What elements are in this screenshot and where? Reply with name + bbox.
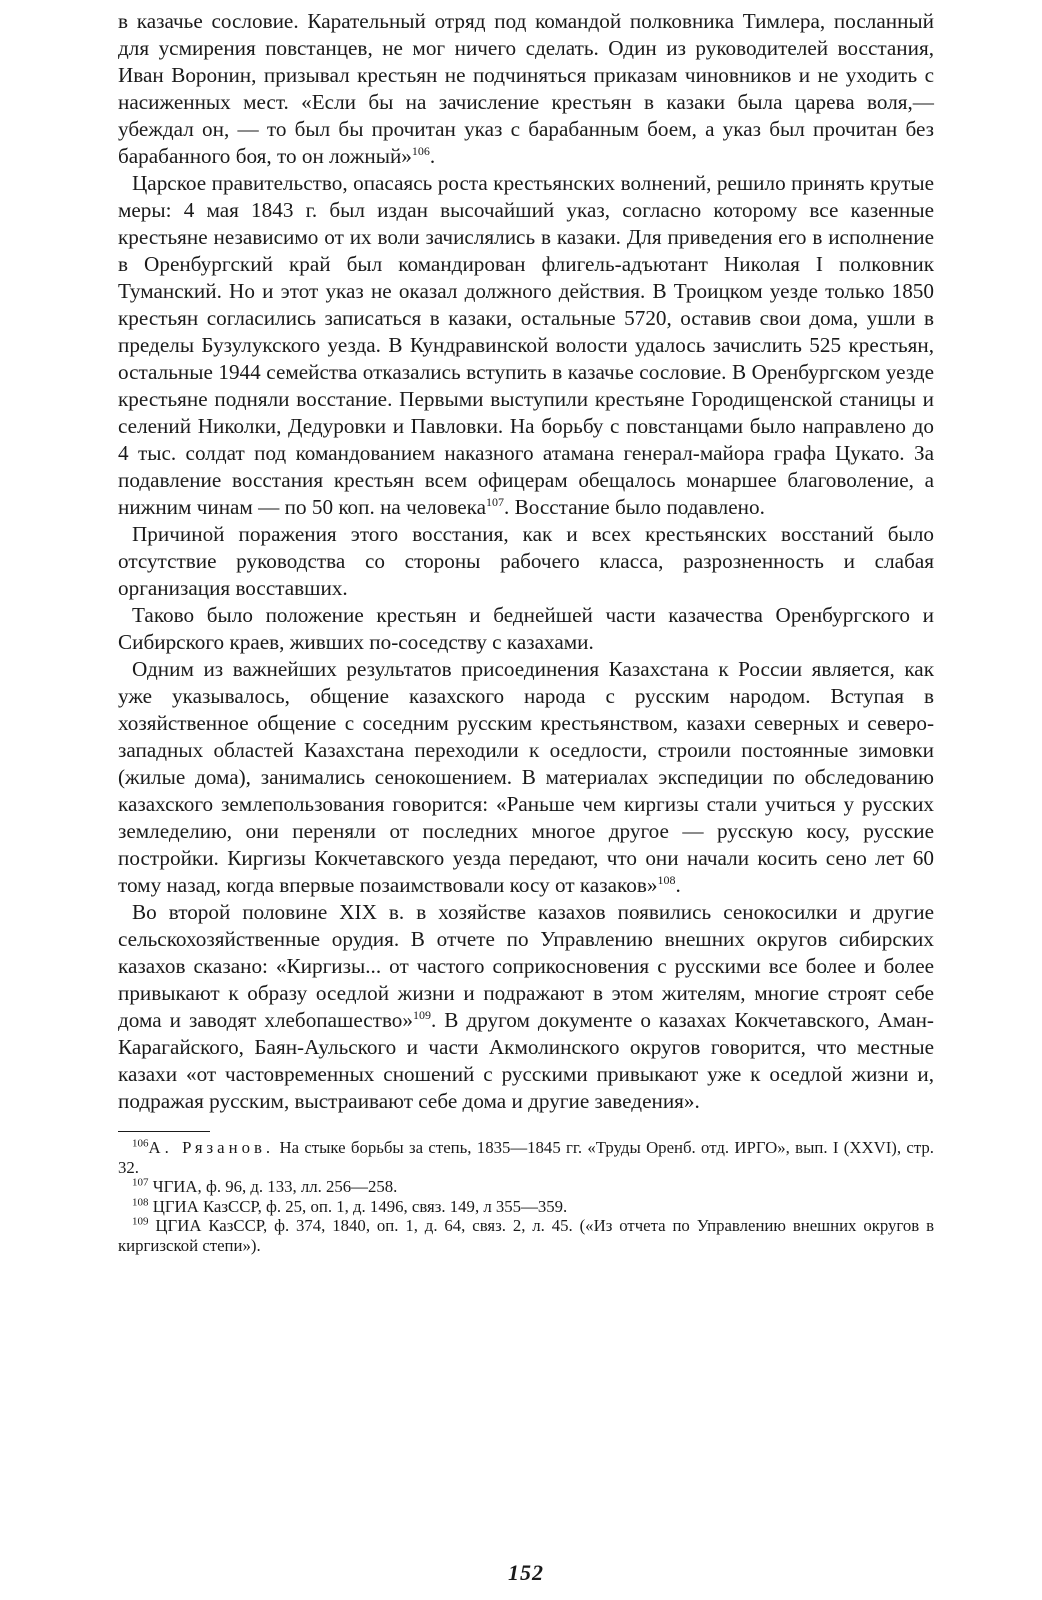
paragraph bbox=[118, 899, 934, 1115]
footnote bbox=[118, 1216, 934, 1255]
paragraph-text-tail: . Восстание было подавлено. bbox=[504, 495, 765, 519]
paragraph bbox=[118, 170, 934, 521]
paragraph-text-tail: . bbox=[429, 144, 436, 168]
footnote-text: На стыке борьбы за степь, 1835—1845 гг. «Труды Оренб. отд. ИРГО», вып. I (XXVI), стр. 32. bbox=[118, 1138, 934, 1177]
footnote-number: 106 bbox=[132, 1137, 149, 1150]
footnote bbox=[118, 1177, 934, 1197]
footnote-ref: 106 bbox=[411, 143, 430, 158]
paragraph-text: Одним из важнейших результатов присоединения Казахстана к России является, как уже указывалось, общение казахского народа с русским народом. Вступая в хозяйственное общение с соседним русским крестьянством, казахи северных и северо-западных областей Казахстана переходили к оседлости, строили постоянные зимовки (жилые дома), занимались сенокошением. В материалах экспедиции по обследованию казахского землепользования говорится: «Раньше чем киргизы стали учиться у русских земледелию, они переняли от последних многое другое — русскую косу, русские постройки. Киргизы Кокчетавского уезда передают, что они начали косить сено лет 60 тому назад, когда впервые позаимствовали косу от казаков» bbox=[118, 657, 934, 897]
book-page bbox=[118, 8, 934, 1592]
paragraph bbox=[118, 521, 934, 602]
paragraph-text-tail: . В другом документе о казахах Кокчетавского, Аман-Карагайского, Баян-Аульского и части Акмолинского округов говорится, что местные казахи «от частовременных сношений с русскими привыкают уже к оседлой жизни и, подражая русским, выстраивают себе дома и другие заведения». bbox=[118, 1008, 934, 1113]
footnote-divider bbox=[118, 1131, 210, 1132]
footnote-number: 107 bbox=[132, 1176, 149, 1189]
paragraph-text: в казачье сословие. Карательный отряд под командой полковника Тимлера, посланный для усмирения повстанцев, не мог ничего сделать. Один из руководителей восстания, Иван Воронин, призывал крестьян не подчиняться приказам чиновников и не уходить с насиженных мест. «Если бы на зачисление крестьян в казаки была царева воля,— убеждал он, — то был бы прочитан указ с барабанным боем, а указ был прочитан без барабанного боя, то он ложный» bbox=[118, 9, 934, 168]
footnote-author: А. Рязанов. bbox=[148, 1138, 275, 1157]
footnote-text: ЦГИА КазССР, ф. 25, оп. 1, д. 1496, связ. 149, л 355—359. bbox=[152, 1196, 568, 1216]
paragraph-text-tail: . bbox=[675, 873, 681, 897]
main-text bbox=[118, 8, 934, 1115]
paragraph bbox=[118, 602, 934, 656]
footnote-number: 109 bbox=[132, 1215, 149, 1228]
footnote-text: ЦГИА КазССР, ф. 374, 1840, оп. 1, д. 64, связ. 2, л. 45. («Из отчета по Управлению внешних округов в киргизской степи»). bbox=[118, 1216, 935, 1255]
footnotes bbox=[118, 1138, 934, 1255]
paragraph-text: Причиной поражения этого восстания, как и всех крестьянских восстаний было отсутствие руководства со стороны рабочего класса, разрозненность и слабая организация восставших. bbox=[118, 522, 934, 600]
paragraph bbox=[118, 656, 934, 899]
paragraph-text: Во второй половине XIX в. в хозяйстве казахов появились сенокосилки и другие сельскохозяйственные орудия. В отчете по Управлению внешних округов сибирских казахов сказано: «Киргизы... от частого соприкосновения с русскими все более и более привыкают к образу оседлой жизни и подражают в этом жителям, многие строят себе дома и заводят хлебопашество» bbox=[118, 900, 934, 1032]
paragraph-text: Таково было положение крестьян и беднейшей части казачества Оренбургского и Сибирского краев, живших по-соседству с казахами. bbox=[118, 603, 934, 654]
paragraph-text: Царское правительство, опасаясь роста крестьянских волнений, решило принять крутые меры: 4 мая 1843 г. был издан высочайший указ, согласно которому все казенные крестьяне независимо от их воли зачислялись в казаки. Для приведения его в исполнение в Оренбургский край был командирован флигель-адъютант Николая I полковник Туманский. Но и этот указ не оказал должного действия. В Троицком уезде только 1850 крестьян согласились записаться в казаки, остальные 5720, оставив свои дома, ушли в пределы Бузулукского уезда. В Кундравинской волости удалось зачислить 525 крестьян, остальные 1944 семейства отказались вступить в казачье сословие. В Оренбургском уезде крестьяне подняли восстание. Первыми выступили крестьяне Городищенской станицы и селений Николки, Дедуровки и Павловки. На борьбу с повстанцами было направлено до 4 тыс. солдат под командованием наказного атамана генерал-майора графа Цукато. За подавление восстания крестьян всем офицерам обещалось монаршее благоволение, а нижним чинам — по 50 коп. на человека bbox=[118, 171, 934, 519]
footnote-ref: 109 bbox=[413, 1007, 431, 1022]
footnote-ref: 107 bbox=[486, 494, 505, 509]
footnote bbox=[118, 1138, 934, 1177]
footnote-number: 108 bbox=[132, 1195, 149, 1208]
page-number: 152 bbox=[508, 1560, 544, 1585]
footnote-ref: 108 bbox=[657, 872, 676, 887]
footnote bbox=[118, 1197, 934, 1217]
paragraph bbox=[118, 8, 934, 170]
footnote-text: ЧГИА, ф. 96, д. 133, лл. 256—258. bbox=[152, 1177, 398, 1196]
